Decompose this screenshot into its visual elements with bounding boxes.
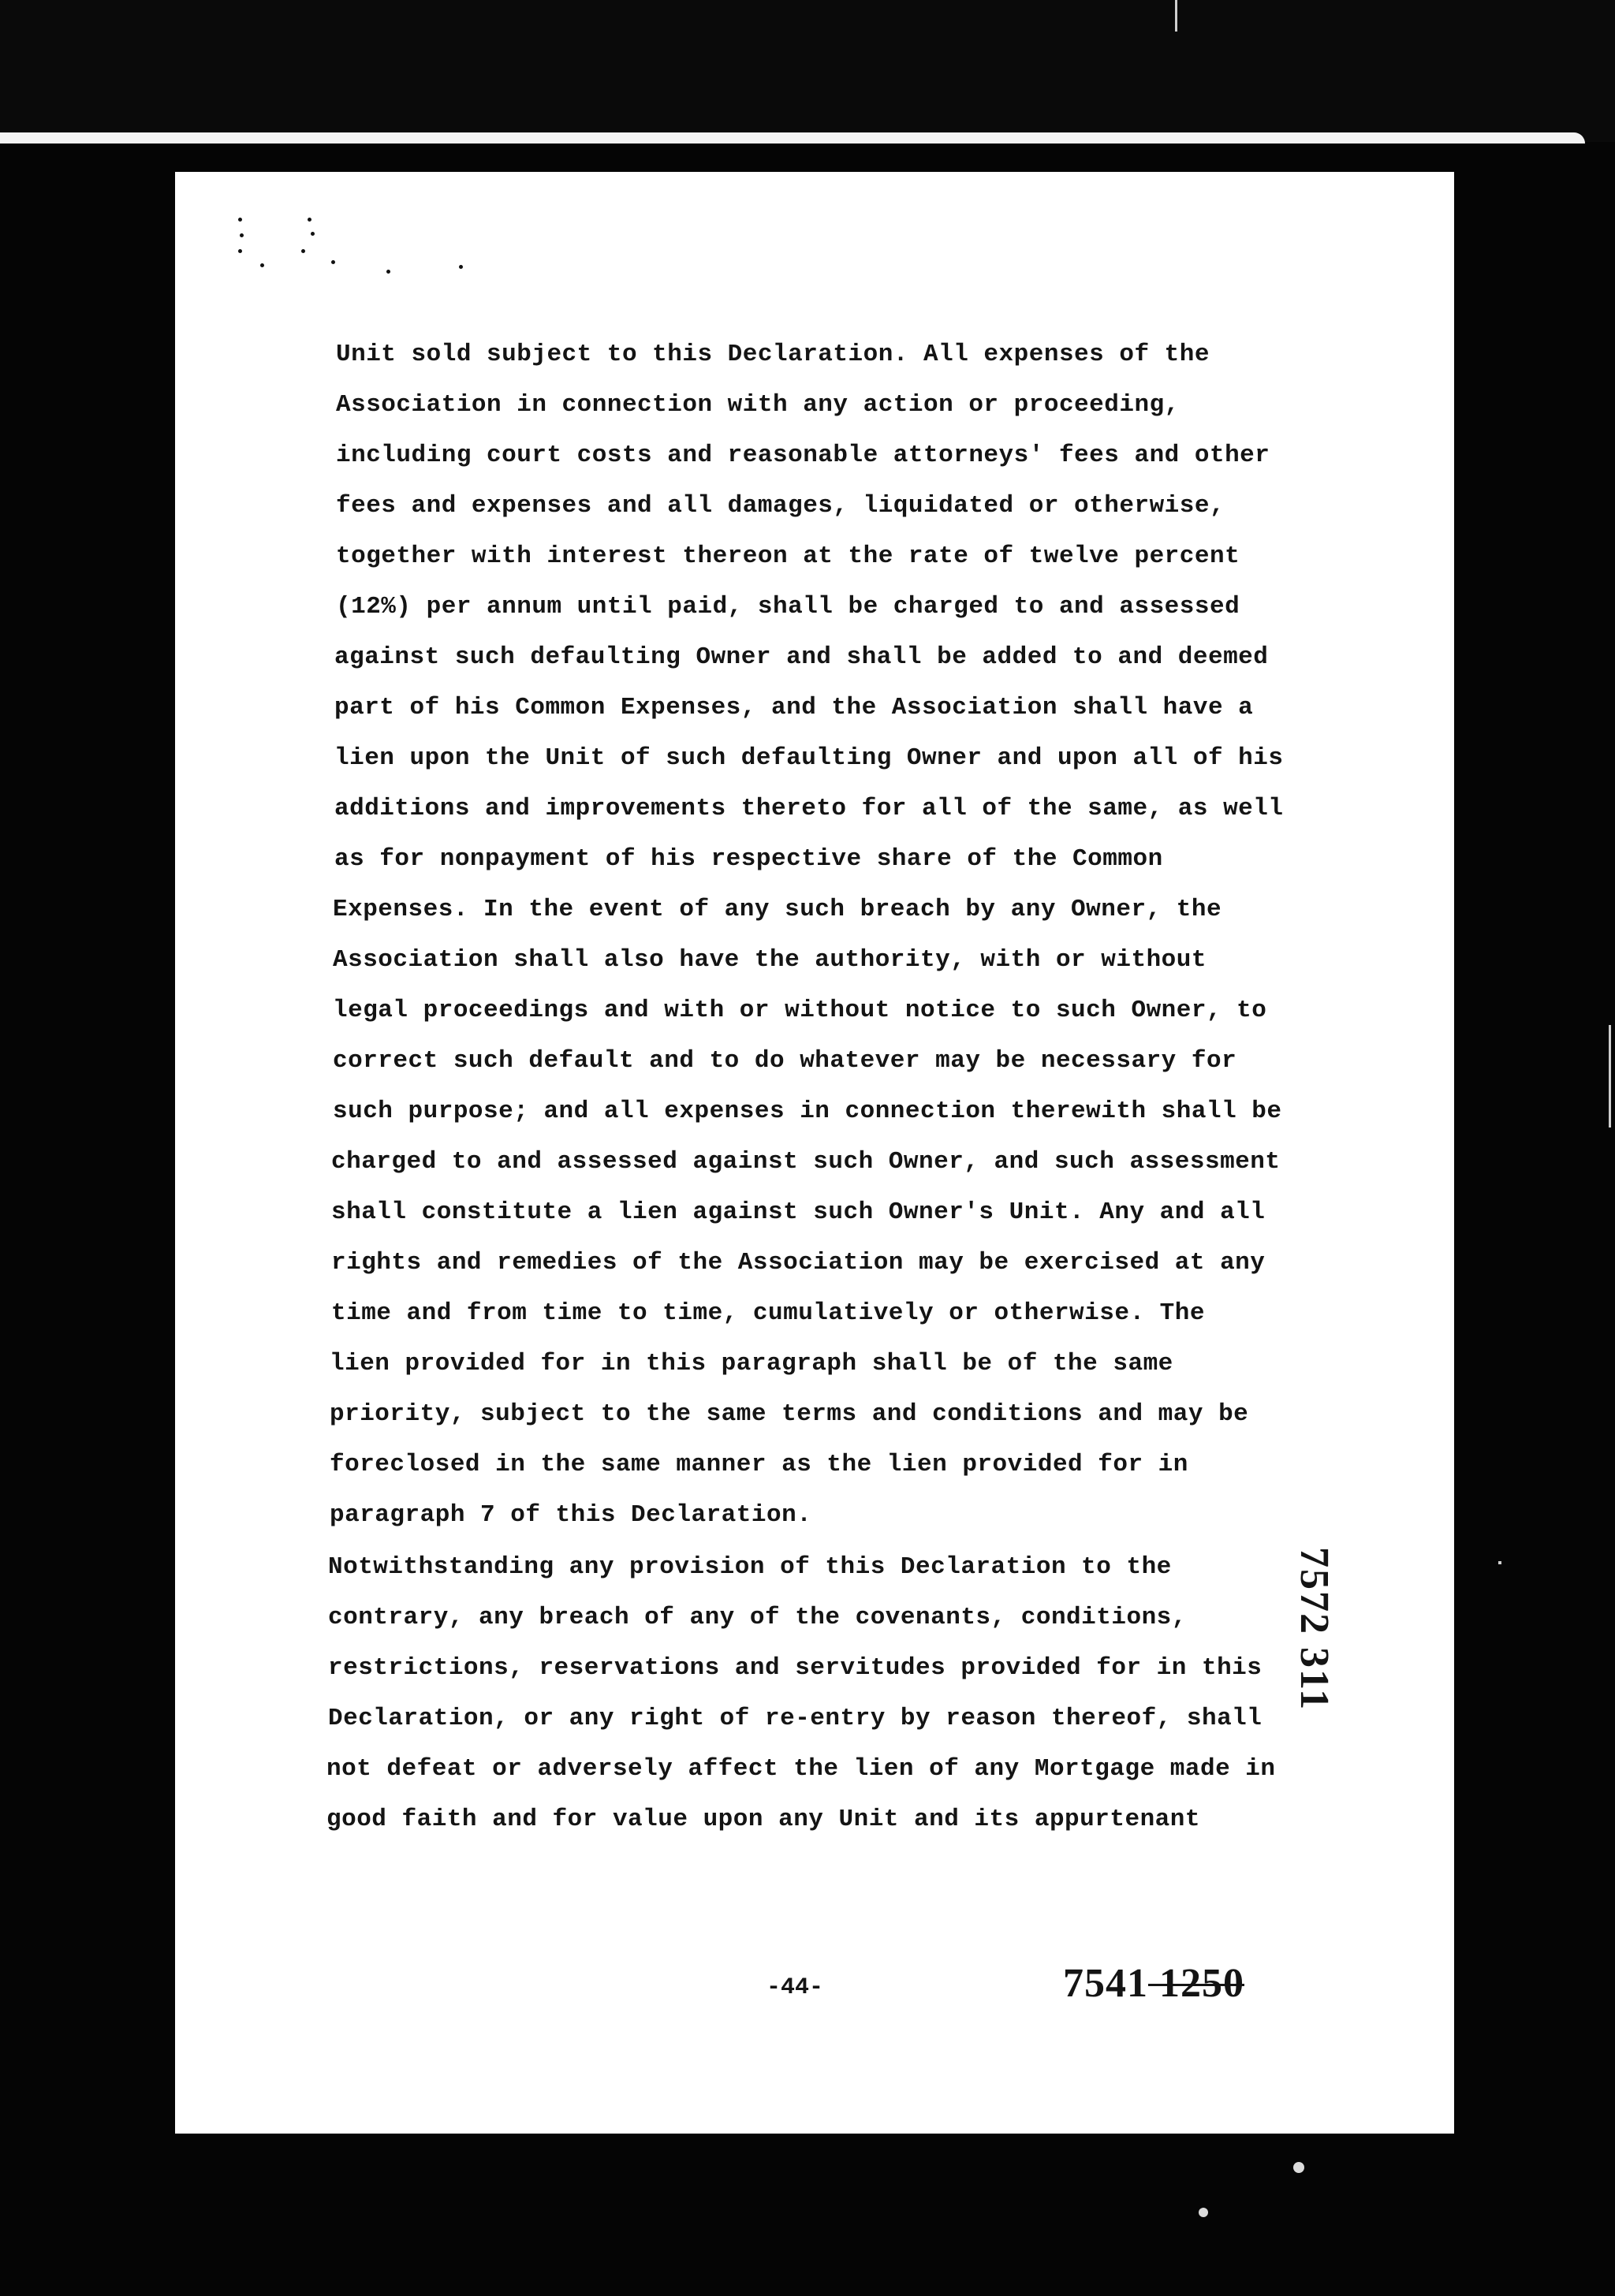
text-line: shall constitute a lien against such Owner's Unit. Any and all: [331, 1198, 1266, 1226]
scan-speck: [459, 265, 463, 269]
scan-speck: [301, 249, 305, 253]
text-line: good faith and for value upon any Unit and its appurtenant: [326, 1806, 1200, 1833]
text-line: correct such default and to do whatever may be necessary for: [333, 1047, 1237, 1075]
text-line: including court costs and reasonable attorneys' fees and other: [336, 442, 1270, 469]
scan-scratch: [1609, 1025, 1611, 1128]
scan-speck: [260, 263, 264, 267]
text-line: paragraph 7 of this Declaration.: [330, 1501, 812, 1529]
bottom-stamp-first: 7541: [1063, 1961, 1148, 2006]
text-line: Declaration, or any right of re-entry by reason thereof, shall: [328, 1705, 1263, 1732]
bottom-stamp-second: [1148, 1961, 1244, 2006]
text-line: fees and expenses and all damages, liquidated or otherwise,: [336, 492, 1225, 520]
page-number: -44-: [766, 1974, 824, 2001]
scan-speck: [1199, 2208, 1208, 2217]
document-page: [175, 172, 1454, 2134]
text-line: lien provided for in this paragraph shall be of the same: [330, 1350, 1173, 1377]
scan-speck: [331, 260, 335, 264]
text-line: such purpose; and all expenses in connection therewith shall be: [333, 1098, 1282, 1125]
scan-scratch: [1175, 0, 1177, 32]
text-line: contrary, any breach of any of the covenants, conditions,: [328, 1604, 1187, 1631]
text-line: foreclosed in the same manner as the lien provided for in: [330, 1451, 1188, 1478]
text-line: restrictions, reservations and servitudes provided for in this: [328, 1654, 1263, 1682]
scan-speck: [308, 218, 311, 222]
text-line: Association shall also have the authority, with or without: [333, 946, 1207, 974]
scan-scratch: [1498, 1561, 1501, 1564]
text-line: (12%) per annum until paid, shall be charged to and assessed: [336, 593, 1240, 621]
side-stamp-number: 7572 311: [1292, 1547, 1337, 1712]
scan-speck: [386, 270, 390, 274]
text-line: additions and improvements thereto for all of the same, as well: [334, 795, 1284, 822]
text-line: charged to and assessed against such Owner, and such assessment: [331, 1148, 1281, 1176]
scan-edge-band: [0, 132, 1585, 144]
text-line: rights and remedies of the Association may be exercised at any: [331, 1249, 1266, 1277]
text-line: time and from time to time, cumulatively or otherwise. The: [331, 1299, 1205, 1327]
scan-speck: [238, 218, 242, 222]
text-line: not defeat or adversely affect the lien of any Mortgage made in: [326, 1755, 1276, 1783]
text-line: legal proceedings and with or without notice to such Owner, to: [333, 997, 1267, 1024]
text-line: Association in connection with any action or proceeding,: [336, 391, 1180, 419]
text-line: together with interest thereon at the rate of twelve percent: [336, 542, 1240, 570]
text-line: against such defaulting Owner and shall be added to and deemed: [334, 643, 1269, 671]
scan-speck: [240, 233, 244, 237]
text-line: as for nonpayment of his respective share of the Common: [334, 845, 1163, 873]
text-line: Notwithstanding any provision of this Declaration to the: [328, 1553, 1172, 1581]
text-line: Expenses. In the event of any such breach by any Owner, the: [333, 896, 1222, 923]
scan-speck: [311, 232, 315, 236]
text-line: Unit sold subject to this Declaration. All expenses of the: [336, 341, 1210, 368]
bottom-stamp-second-value: 1250: [1159, 1961, 1244, 2006]
bottom-stamp-number: [1063, 1960, 1244, 2007]
text-line: lien upon the Unit of such defaulting Owner and upon all of his: [334, 744, 1284, 772]
text-line: priority, subject to the same terms and conditions and may be: [330, 1400, 1249, 1428]
scan-top-border: [0, 0, 1615, 142]
text-line: part of his Common Expenses, and the Association shall have a: [334, 694, 1254, 721]
scan-speck: [238, 249, 242, 253]
scan-speck: [1293, 2162, 1304, 2173]
